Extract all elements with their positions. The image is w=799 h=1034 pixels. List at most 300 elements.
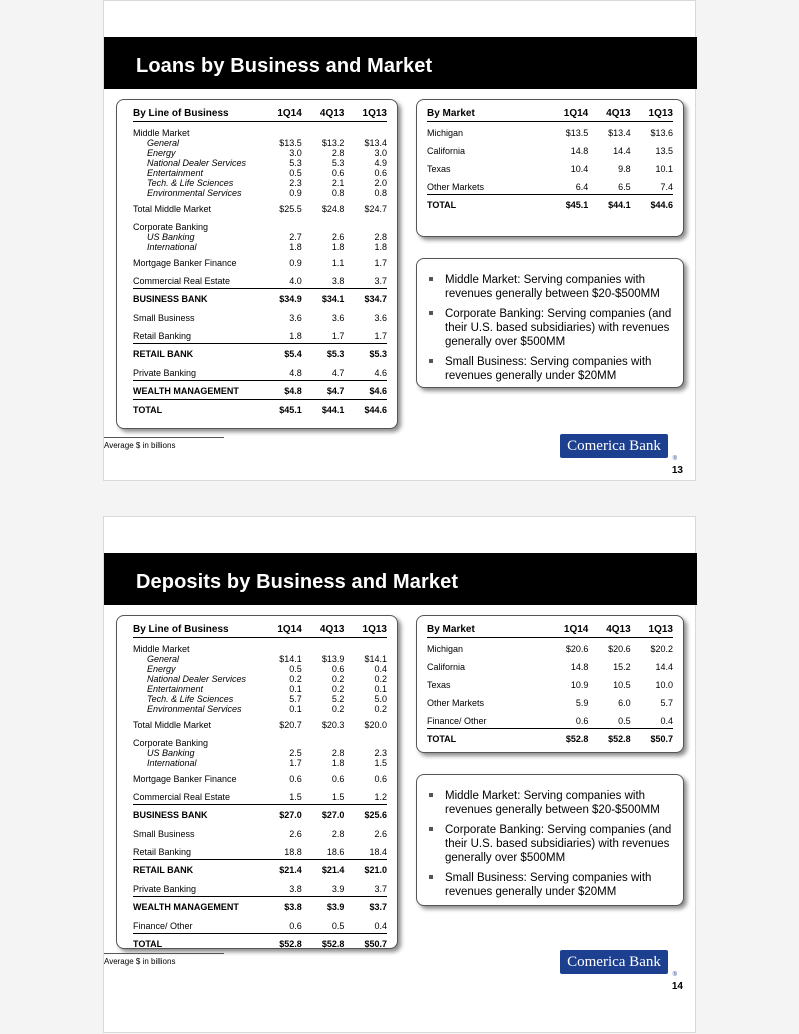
cell-value: 0.5 xyxy=(289,664,302,674)
cell-value: 2.8 xyxy=(374,232,387,242)
cell-value: $21.4 xyxy=(259,860,302,879)
row-label: Mortgage Banker Finance xyxy=(133,258,237,268)
total-row xyxy=(133,934,387,953)
bullet-text: Small Business: Serving companies with revenues generally under $20MM xyxy=(445,356,652,382)
cell-value: 2.6 xyxy=(331,232,345,242)
row-label: Commercial Real Estate xyxy=(133,792,231,802)
row-label: By Market xyxy=(427,622,546,638)
cell-value: $20.7 xyxy=(279,720,302,730)
row-label: TOTAL xyxy=(133,934,259,953)
cell-value: 14.8 xyxy=(570,146,589,156)
row-label: Other Markets xyxy=(427,698,485,708)
cell-value: 3.0 xyxy=(374,148,387,158)
list-item xyxy=(427,307,673,349)
page-number: 13 xyxy=(671,465,683,476)
table-row xyxy=(133,148,387,158)
cell-value: $25.6 xyxy=(344,805,387,824)
row-label: US Banking xyxy=(147,232,195,242)
cell-value: $4.8 xyxy=(259,381,302,400)
cell-value: 3.6 xyxy=(331,313,345,323)
group-label: Corporate Banking xyxy=(133,738,209,748)
cell-value: 2.6 xyxy=(289,829,302,839)
cell-value: 0.9 xyxy=(289,258,302,268)
cell-value: 7.4 xyxy=(660,182,673,192)
cell-value: 1.7 xyxy=(289,758,302,768)
line-of-business-table xyxy=(133,106,387,418)
list-item xyxy=(427,273,673,301)
table-row xyxy=(133,270,387,289)
row-label: By Line of Business xyxy=(133,106,259,122)
cell-value: $34.9 xyxy=(259,289,302,308)
cell-value: $13.9 xyxy=(321,654,345,664)
cell-value: 0.2 xyxy=(331,684,345,694)
cell-value: 1.2 xyxy=(374,792,387,802)
cell-value: 2.7 xyxy=(289,232,302,242)
market-table xyxy=(427,106,673,213)
row-label: Small Business xyxy=(133,829,195,839)
cell-value: 5.7 xyxy=(289,694,302,704)
cell-value: 13.5 xyxy=(655,146,673,156)
cell-value: 10.0 xyxy=(655,680,673,690)
cell-value: $34.7 xyxy=(344,289,387,308)
cell-value: 6.0 xyxy=(618,698,631,708)
cell-value: $13.6 xyxy=(650,128,673,138)
cell-value: 4Q13 xyxy=(588,106,630,122)
cell-value: 0.6 xyxy=(374,168,387,178)
table-header-row xyxy=(427,622,673,638)
cell-value: $4.6 xyxy=(344,381,387,400)
table-row xyxy=(133,915,387,934)
slide-title: Loans by Business and Market xyxy=(104,37,697,89)
group-header-row xyxy=(133,216,387,232)
table-row xyxy=(133,325,387,344)
cell-value: 14.4 xyxy=(655,662,673,672)
table-row xyxy=(133,841,387,860)
market-panel xyxy=(416,99,684,237)
cell-value: 0.5 xyxy=(618,716,631,726)
definitions-list xyxy=(427,789,673,899)
cell-value: 1Q13 xyxy=(631,622,673,638)
table-row xyxy=(133,786,387,805)
group-label: Middle Market xyxy=(133,644,190,654)
bullet-square-icon xyxy=(429,793,433,797)
cell-value: 0.2 xyxy=(331,704,345,714)
cell-value: 4.9 xyxy=(374,158,387,168)
table-row xyxy=(427,122,673,141)
cell-value: 1.7 xyxy=(374,331,387,341)
cell-value: 0.1 xyxy=(289,684,302,694)
cell-value: $3.8 xyxy=(259,897,302,916)
row-label: International xyxy=(147,242,197,252)
cell-value: 3.6 xyxy=(374,313,387,323)
cell-value: 18.4 xyxy=(369,847,387,857)
cell-value: 0.6 xyxy=(331,168,345,178)
total-row xyxy=(133,289,387,308)
row-label: Small Business xyxy=(133,313,195,323)
table-row xyxy=(133,748,387,758)
table-row xyxy=(133,188,387,198)
cell-value: 4.8 xyxy=(289,368,302,378)
footnote-divider xyxy=(104,953,224,954)
cell-value: 0.1 xyxy=(374,684,387,694)
list-item xyxy=(427,789,673,817)
line-of-business-panel xyxy=(116,615,398,949)
row-label: National Dealer Services xyxy=(147,158,247,168)
cell-value: 5.9 xyxy=(575,698,589,708)
cell-value: 1Q14 xyxy=(259,622,302,638)
bullet-text: Corporate Banking: Serving companies (and their U.S. based subsidiaries) with revenues generally over $500MM xyxy=(445,824,672,864)
row-label: Environmental Services xyxy=(147,704,242,714)
cell-value: 0.6 xyxy=(289,774,302,784)
cell-value: 1.8 xyxy=(331,242,345,252)
market-table xyxy=(427,622,673,747)
row-label: By Line of Business xyxy=(133,622,259,638)
cell-value: 18.6 xyxy=(326,847,345,857)
cell-value: 18.8 xyxy=(284,847,302,857)
row-label: National Dealer Services xyxy=(147,674,247,684)
definitions-panel xyxy=(416,258,684,388)
row-label: Finance/ Other xyxy=(427,716,487,726)
cell-value: 1Q13 xyxy=(344,106,387,122)
table-row xyxy=(133,654,387,664)
cell-value: $50.7 xyxy=(631,729,673,748)
row-label: Tech. & Life Sciences xyxy=(147,694,234,704)
cell-value: 2.8 xyxy=(331,829,345,839)
cell-value: $20.2 xyxy=(650,644,673,654)
group-label: Corporate Banking xyxy=(133,222,209,232)
cell-value: $45.1 xyxy=(259,400,302,419)
cell-value: 3.7 xyxy=(374,276,387,286)
cell-value: 1.5 xyxy=(331,792,345,802)
row-label: Total Middle Market xyxy=(133,720,212,730)
row-label: Energy xyxy=(147,664,176,674)
row-label: California xyxy=(427,662,466,672)
cell-value: 0.2 xyxy=(331,674,345,684)
cell-value: $13.2 xyxy=(321,138,345,148)
cell-value: $4.7 xyxy=(302,381,345,400)
cell-value: 1.8 xyxy=(289,331,302,341)
cell-value: 6.5 xyxy=(618,182,631,192)
row-label: Entertainment xyxy=(147,684,204,694)
cell-value: $24.8 xyxy=(321,204,345,214)
cell-value: $44.6 xyxy=(344,400,387,419)
row-label: RETAIL BANK xyxy=(133,344,259,363)
cell-value: 2.0 xyxy=(374,178,387,188)
group-label: Middle Market xyxy=(133,128,190,138)
cell-value: $21.4 xyxy=(302,860,345,879)
cell-value: $3.9 xyxy=(302,897,345,916)
cell-value: $5.3 xyxy=(344,344,387,363)
cell-value: 10.4 xyxy=(570,164,589,174)
table-row xyxy=(133,178,387,188)
table-row xyxy=(133,232,387,242)
cell-value: $52.8 xyxy=(259,934,302,953)
table-row xyxy=(133,168,387,178)
table-row xyxy=(133,138,387,148)
table-row xyxy=(133,878,387,897)
table-row xyxy=(133,242,387,252)
total-row xyxy=(133,400,387,419)
row-label: Retail Banking xyxy=(133,331,192,341)
row-label: Energy xyxy=(147,148,176,158)
bullet-text: Corporate Banking: Serving companies (and their U.S. based subsidiaries) with revenues generally over $500MM xyxy=(445,308,672,348)
cell-value: 10.5 xyxy=(613,680,631,690)
table-row xyxy=(133,694,387,704)
table-row xyxy=(427,674,673,692)
cell-value: 5.3 xyxy=(289,158,302,168)
table-row xyxy=(133,758,387,768)
cell-value: 3.0 xyxy=(289,148,302,158)
row-label: BUSINESS BANK xyxy=(133,289,259,308)
table-row xyxy=(427,158,673,176)
total-row xyxy=(133,897,387,916)
cell-value: 1.8 xyxy=(374,242,387,252)
cell-value: 0.6 xyxy=(331,664,345,674)
cell-value: $20.6 xyxy=(608,644,631,654)
table-row xyxy=(133,198,387,216)
list-item xyxy=(427,823,673,865)
cell-value: $14.1 xyxy=(279,654,302,664)
cell-value: 1.7 xyxy=(374,258,387,268)
row-label: TOTAL xyxy=(133,400,259,419)
bullet-square-icon xyxy=(429,875,433,879)
cell-value: $44.1 xyxy=(302,400,345,419)
cell-value: 0.4 xyxy=(660,716,673,726)
cell-value: 0.8 xyxy=(331,188,345,198)
cell-value: 2.8 xyxy=(331,748,345,758)
footnote: Average $ in billions xyxy=(104,441,176,450)
cell-value: 1.5 xyxy=(374,758,387,768)
cell-value: 3.7 xyxy=(374,884,387,894)
row-label: TOTAL xyxy=(427,729,546,748)
cell-value: 4Q13 xyxy=(588,622,630,638)
cell-value: 1Q13 xyxy=(631,106,673,122)
cell-value: $5.3 xyxy=(302,344,345,363)
cell-value: 0.2 xyxy=(374,674,387,684)
cell-value: $52.8 xyxy=(546,729,588,748)
bullet-square-icon xyxy=(429,311,433,315)
row-label: WEALTH MANAGEMENT xyxy=(133,381,259,400)
list-item xyxy=(427,355,673,383)
list-item xyxy=(427,871,673,899)
cell-value: $45.1 xyxy=(546,195,588,214)
group-header-row xyxy=(133,638,387,655)
registered-mark-icon: ® xyxy=(672,972,677,978)
cell-value: 0.6 xyxy=(575,716,589,726)
total-row xyxy=(133,860,387,879)
cell-value: 2.3 xyxy=(374,748,387,758)
cell-value: $24.7 xyxy=(364,204,387,214)
table-row xyxy=(133,307,387,325)
cell-value: $13.4 xyxy=(608,128,631,138)
cell-value: 1Q14 xyxy=(259,106,302,122)
slide-title: Deposits by Business and Market xyxy=(104,553,697,605)
cell-value: $34.1 xyxy=(302,289,345,308)
cell-value: 1.8 xyxy=(289,242,302,252)
cell-value: 1.5 xyxy=(289,792,302,802)
cell-value: $3.7 xyxy=(344,897,387,916)
bullet-square-icon xyxy=(429,827,433,831)
cell-value: 0.6 xyxy=(289,921,302,931)
cell-value: 0.6 xyxy=(331,774,345,784)
cell-value: $20.3 xyxy=(321,720,345,730)
cell-value: 0.1 xyxy=(289,704,302,714)
footnote: Average $ in billions xyxy=(104,957,176,966)
row-label: Other Markets xyxy=(427,182,485,192)
cell-value: $13.5 xyxy=(565,128,589,138)
page-number: 14 xyxy=(671,981,683,992)
slide-deposits xyxy=(103,516,696,1033)
cell-value: 5.0 xyxy=(374,694,387,704)
table-row xyxy=(133,684,387,694)
cell-value: 1Q13 xyxy=(344,622,387,638)
row-label: Total Middle Market xyxy=(133,204,212,214)
cell-value: 0.4 xyxy=(374,921,387,931)
cell-value: $52.8 xyxy=(302,934,345,953)
row-label: Entertainment xyxy=(147,168,204,178)
cell-value: 3.9 xyxy=(331,884,345,894)
cell-value: 0.2 xyxy=(289,674,302,684)
cell-value: 2.5 xyxy=(289,748,302,758)
row-label: Texas xyxy=(427,680,451,690)
table-row xyxy=(133,823,387,841)
definitions-list xyxy=(427,273,673,383)
table-row xyxy=(133,768,387,786)
total-row xyxy=(427,729,673,748)
row-label: International xyxy=(147,758,197,768)
cell-value: 3.8 xyxy=(289,884,302,894)
table-row xyxy=(427,656,673,674)
cell-value: $44.1 xyxy=(588,195,630,214)
cell-value: 2.8 xyxy=(331,148,345,158)
total-row xyxy=(133,805,387,824)
row-label: Mortgage Banker Finance xyxy=(133,774,237,784)
cell-value: 1Q14 xyxy=(546,106,588,122)
bullet-square-icon xyxy=(429,277,433,281)
cell-value: 10.1 xyxy=(655,164,673,174)
table-row xyxy=(133,158,387,168)
bullet-text: Small Business: Serving companies with revenues generally under $20MM xyxy=(445,872,652,898)
definitions-panel xyxy=(416,774,684,906)
cell-value: $52.8 xyxy=(588,729,630,748)
row-label: Finance/ Other xyxy=(133,921,193,931)
cell-value: $21.0 xyxy=(344,860,387,879)
bullet-text: Middle Market: Serving companies with revenues generally between $20-$500MM xyxy=(445,790,660,816)
slide-loans xyxy=(103,0,696,481)
cell-value: 4Q13 xyxy=(302,106,345,122)
total-row xyxy=(133,381,387,400)
cell-value: 1Q14 xyxy=(546,622,588,638)
table-header-row xyxy=(133,622,387,638)
comerica-logo: Comerica Bank xyxy=(560,950,668,974)
cell-value: $50.7 xyxy=(344,934,387,953)
bullet-text: Middle Market: Serving companies with revenues generally between $20-$500MM xyxy=(445,274,660,300)
cell-value: $14.1 xyxy=(364,654,387,664)
cell-value: 1.8 xyxy=(331,758,345,768)
cell-value: 9.8 xyxy=(618,164,631,174)
row-label: By Market xyxy=(427,106,546,122)
cell-value: 0.2 xyxy=(374,704,387,714)
table-row xyxy=(133,362,387,381)
cell-value: $27.0 xyxy=(302,805,345,824)
cell-value: 0.5 xyxy=(331,921,345,931)
total-row xyxy=(133,344,387,363)
table-row xyxy=(133,674,387,684)
cell-value: 6.4 xyxy=(575,182,589,192)
cell-value: $13.5 xyxy=(279,138,302,148)
row-label: Michigan xyxy=(427,644,464,654)
cell-value: $5.4 xyxy=(259,344,302,363)
group-header-row xyxy=(133,732,387,748)
cell-value: 3.6 xyxy=(289,313,302,323)
cell-value: 0.8 xyxy=(374,188,387,198)
line-of-business-panel xyxy=(116,99,398,429)
cell-value: $20.6 xyxy=(565,644,589,654)
row-label: Michigan xyxy=(427,128,464,138)
row-label: Texas xyxy=(427,164,451,174)
cell-value: 14.8 xyxy=(570,662,589,672)
row-label: Tech. & Life Sciences xyxy=(147,178,234,188)
line-of-business-table xyxy=(133,622,387,952)
table-row xyxy=(133,704,387,714)
cell-value: 15.2 xyxy=(613,662,631,672)
cell-value: 2.6 xyxy=(374,829,387,839)
cell-value: 5.7 xyxy=(660,698,673,708)
bullet-square-icon xyxy=(429,359,433,363)
cell-value: 4.6 xyxy=(374,368,387,378)
table-header-row xyxy=(133,106,387,122)
cell-value: 10.9 xyxy=(570,680,589,690)
cell-value: 0.5 xyxy=(289,168,302,178)
row-label: RETAIL BANK xyxy=(133,860,259,879)
cell-value: 4Q13 xyxy=(302,622,345,638)
table-row xyxy=(427,140,673,158)
cell-value: 5.3 xyxy=(331,158,345,168)
table-row xyxy=(427,638,673,657)
row-label: General xyxy=(147,654,180,664)
market-panel xyxy=(416,615,684,753)
cell-value: 0.9 xyxy=(289,188,302,198)
total-row xyxy=(427,195,673,214)
table-row xyxy=(427,710,673,729)
cell-value: 4.0 xyxy=(289,276,302,286)
table-row xyxy=(427,176,673,195)
row-label: Private Banking xyxy=(133,884,197,894)
cell-value: 4.7 xyxy=(331,368,345,378)
cell-value: $25.5 xyxy=(279,204,302,214)
group-header-row xyxy=(133,122,387,139)
footnote-divider xyxy=(104,437,224,438)
registered-mark-icon: ® xyxy=(672,456,677,462)
row-label: California xyxy=(427,146,466,156)
table-row xyxy=(133,252,387,270)
cell-value: 2.3 xyxy=(289,178,302,188)
row-label: Retail Banking xyxy=(133,847,192,857)
row-label: US Banking xyxy=(147,748,195,758)
comerica-logo: Comerica Bank xyxy=(560,434,668,458)
cell-value: 0.6 xyxy=(374,774,387,784)
row-label: Environmental Services xyxy=(147,188,242,198)
cell-value: $20.0 xyxy=(364,720,387,730)
row-label: WEALTH MANAGEMENT xyxy=(133,897,259,916)
cell-value: 1.7 xyxy=(331,331,345,341)
row-label: BUSINESS BANK xyxy=(133,805,259,824)
cell-value: 5.2 xyxy=(331,694,345,704)
table-row xyxy=(427,692,673,710)
cell-value: $13.4 xyxy=(364,138,387,148)
row-label: TOTAL xyxy=(427,195,546,214)
row-label: Commercial Real Estate xyxy=(133,276,231,286)
